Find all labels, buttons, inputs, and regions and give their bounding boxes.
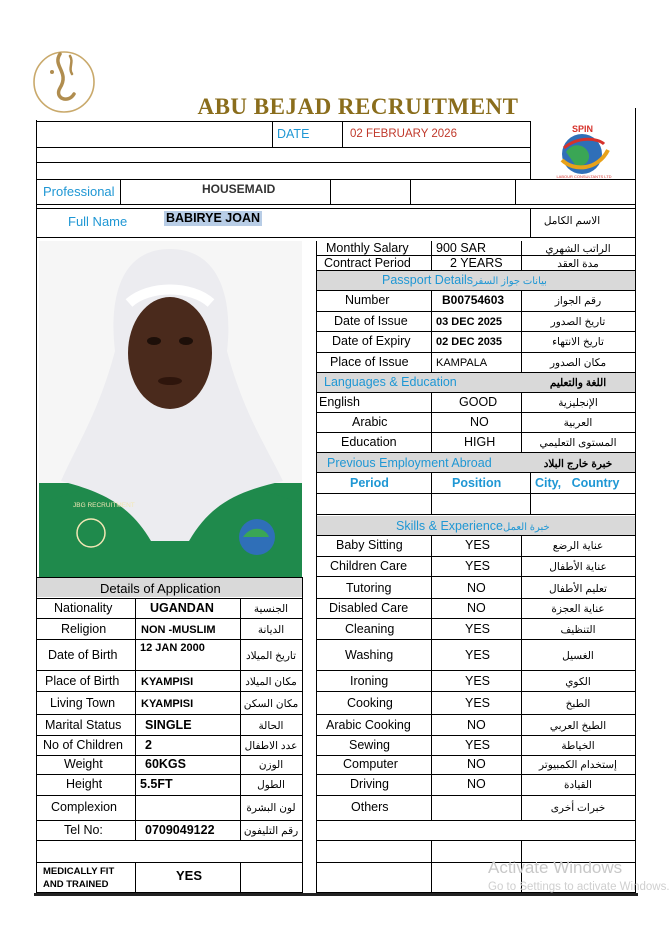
marital-status-label: Marital Status [45,718,122,732]
skill-computer-arabic: إستخدام الكمبيوتر [539,759,617,771]
date-of-issue-arabic: تاريخ الصدور [550,316,606,328]
nationality-value: UGANDAN [150,601,214,615]
full-name-value: BABIRYE JOAN [166,211,260,225]
employment-heading: Previous Employment Abroad [327,456,492,470]
weight-label: Weight [64,757,103,771]
marital-status-value: SINGLE [145,718,192,732]
height-arabic: الطول [257,779,285,791]
photo-badge-text: JBG RECRUITMENT [73,502,135,509]
place-of-issue-arabic: مكان الصدور [549,357,607,369]
skill-tutoring-label: Tutoring [346,581,392,595]
skill-washing-label: Washing [345,648,394,662]
passport-number-label: Number [345,293,390,307]
date-of-birth-value: 12 JAN 2000 [140,642,205,654]
passport-number-arabic: رقم الجواز [554,295,602,307]
skill-disabled-care-arabic: عناية العجزة [551,603,605,615]
full-name-label: Full Name [68,214,128,229]
no-of-children-value: 2 [145,738,152,752]
tel-no-label: Tel No: [64,823,103,837]
skill-baby-sitting-label: Baby Sitting [336,538,403,552]
skill-disabled-care-value: NO [467,601,486,615]
contract-period-value: 2 YEARS [450,256,503,270]
date-of-expiry-label: Date of Expiry [332,334,411,348]
marital-status-arabic: الحالة [258,720,284,732]
weight-value: 60KGS [145,757,186,771]
date-of-issue-value: 03 DEC 2025 [436,316,503,328]
spin-logo-subtitle: LABOUR CONSULTANTS LTD [556,174,612,179]
place-of-birth-value: KYAMPISI [141,676,194,688]
skill-cleaning-value: YES [465,622,491,636]
monthly-salary-label: Monthly Salary [326,241,409,255]
complexion-arabic: لون البشرة [246,802,296,814]
skill-cooking-label: Cooking [347,696,393,710]
skill-others-label: Others [351,800,389,814]
living-town-arabic: مكان السكن [243,698,299,710]
skill-children-care-arabic: عناية الأطفال [549,561,607,573]
place-of-issue-value: KAMPALA [436,357,488,369]
arabic-value: NO [470,415,489,429]
monthly-salary-value: 900 SAR [436,241,487,255]
skill-cooking-arabic: الطبخ [565,698,591,710]
date-of-expiry-value: 02 DEC 2035 [436,336,503,348]
skill-ironing-label: Ironing [350,674,389,688]
date-of-birth-arabic: تاريخ الميلاد [245,650,297,662]
skill-cooking-value: YES [465,696,491,710]
tel-no-arabic: رقم التليفون [243,825,299,837]
education-arabic: المستوى التعليمي [539,437,617,449]
skill-baby-sitting-value: YES [465,538,491,552]
activate-windows-watermark: Activate Windows [488,858,623,877]
skill-ironing-value: YES [465,674,491,688]
nationality-label: Nationality [54,601,113,615]
religion-value: NON -MUSLIM [141,624,216,636]
passport-heading: Passport Detailsبيانات جواز السفر [382,273,547,287]
spin-logo-title: SPIN [572,124,594,134]
skill-cleaning-label: Cleaning [345,622,395,636]
passport-number-value: B00754603 [442,293,505,307]
skill-children-care-value: YES [465,559,491,573]
date-value: 02 FEBRUARY 2026 [350,128,457,140]
full-name-arabic: الاسم الكامل [543,215,601,227]
candidate-photo-illustration [39,241,302,577]
skill-computer-value: NO [467,757,486,771]
skills-heading: Skills & Experienceخبرة العمل [396,519,550,533]
medical-label: MEDICALLY FIT AND TRAINED [43,866,115,890]
skill-disabled-care-label: Disabled Care [329,601,409,615]
skill-washing-value: YES [465,648,491,662]
english-arabic: الإنجليزية [558,397,598,409]
complexion-label: Complexion [51,800,118,814]
height-value: 5.5FT [140,777,173,791]
employment-period-header: Period [350,476,389,490]
education-value: HIGH [464,435,496,449]
arabic-label: Arabic [352,415,388,429]
english-value: GOOD [459,395,498,409]
arabic-arabic: العربية [563,417,593,429]
spin-logo [554,122,614,180]
company-name: ABU BEJAD RECRUITMENT [197,94,519,119]
date-label: DATE [277,127,310,141]
application-heading: Details of Application [100,581,221,596]
english-label: English [319,395,360,409]
skill-cleaning-arabic: التنظيف [560,624,596,636]
skill-tutoring-value: NO [467,581,486,595]
activate-windows-hint: Go to Settings to activate Windows. [488,881,670,893]
profession-value: HOUSEMAID [202,182,276,196]
living-town-value: KYAMPISI [141,698,194,710]
languages-heading: Languages & Education [324,375,457,389]
skill-arabic-cooking-value: NO [467,718,486,732]
date-of-issue-label: Date of Issue [334,314,408,328]
date-of-birth-label: Date of Birth [48,648,118,662]
skill-baby-sitting-arabic: عناية الرضع [552,540,604,552]
sheet-right-border [635,108,636,893]
skill-sewing-arabic: الخياطة [561,740,595,752]
languages-heading-arabic: اللغة والتعليم [549,377,607,389]
skill-arabic-cooking-arabic: الطبخ العربي [549,720,607,732]
skill-sewing-label: Sewing [349,738,390,752]
employment-country-header: City, Country [535,476,620,490]
skill-computer-label: Computer [343,757,398,771]
place-of-birth-label: Place of Birth [45,674,120,688]
contract-period-label: Contract Period [324,256,411,270]
skill-arabic-cooking-label: Arabic Cooking [326,718,411,732]
contract-period-arabic: مدة العقد [557,258,599,270]
skill-driving-arabic: القيادة [564,779,592,791]
place-of-birth-arabic: مكان الميلاد [245,676,297,688]
skill-driving-value: NO [467,777,486,791]
tel-no-value: 0709049122 [145,823,215,837]
religion-label: Religion [61,622,107,636]
skill-children-care-label: Children Care [330,559,408,573]
education-label: Education [341,435,397,449]
height-label: Height [66,777,103,791]
skill-driving-label: Driving [350,777,389,791]
skill-washing-arabic: الغسيل [562,650,594,662]
medical-value: YES [176,868,203,883]
date-of-expiry-arabic: تاريخ الانتهاء [552,336,604,348]
candidate-photo [39,241,302,577]
nationality-arabic: الجنسية [253,603,289,615]
skill-ironing-arabic: الكوي [565,676,591,688]
skill-sewing-value: YES [465,738,491,752]
monthly-salary-arabic: الراتب الشهري [545,243,611,255]
living-town-label: Living Town [50,696,116,710]
skill-tutoring-arabic: تعليم الأطفال [549,583,607,595]
place-of-issue-label: Place of Issue [330,355,409,369]
profession-label: Professional [43,184,115,199]
religion-arabic: الديانة [257,624,285,636]
skill-others-arabic: خبرات أخرى [550,802,606,814]
sheet-bottom-border [34,893,638,896]
employment-position-header: Position [452,476,502,490]
weight-arabic: الوزن [258,759,284,771]
employment-heading-arabic: خبرة خارج البلاد [543,458,613,470]
no-of-children-label: No of Children [43,738,123,752]
no-of-children-arabic: عدد الاطفال [244,740,298,752]
